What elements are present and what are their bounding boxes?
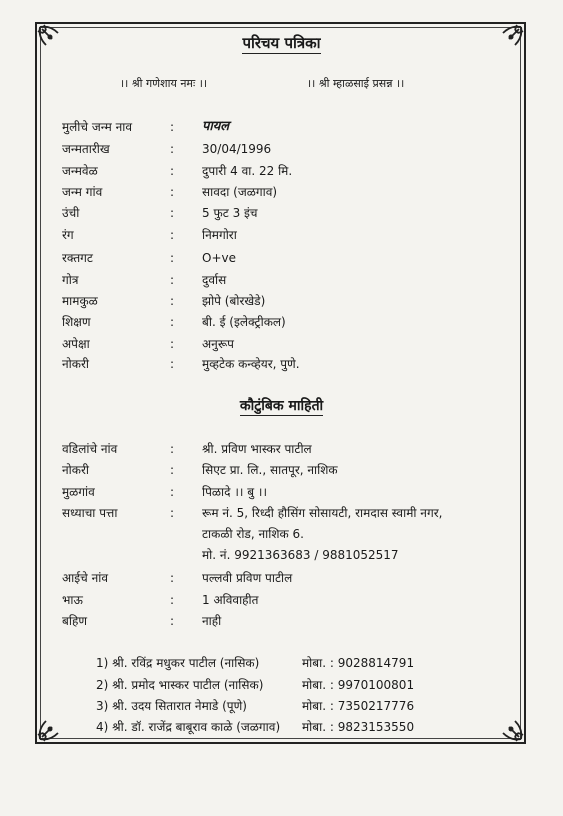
detail-label: मुलीचे जन्म नाव xyxy=(62,120,133,134)
detail-value: अनुरूप xyxy=(202,337,234,351)
detail-row xyxy=(62,183,532,201)
detail-label: मुळगांव xyxy=(62,485,95,499)
detail-row xyxy=(62,162,532,180)
detail-row xyxy=(62,504,532,522)
address-line-3: मो. नं. 9921363683 / 9881052517 xyxy=(202,548,399,562)
detail-separator: : xyxy=(170,206,175,220)
detail-value: पायल xyxy=(202,119,230,134)
detail-separator: : xyxy=(170,273,175,287)
detail-separator: : xyxy=(170,294,175,308)
detail-label: अपेक्षा xyxy=(62,337,90,351)
detail-value: O+ve xyxy=(202,251,236,265)
detail-separator: : xyxy=(170,120,175,134)
detail-row xyxy=(62,335,532,353)
detail-row xyxy=(62,461,532,479)
detail-value: सिएट प्रा. लि., सातपूर, नाशिक xyxy=(202,463,338,477)
invocation-right: ।। श्री म्हाळसाई प्रसन्न ।। xyxy=(307,77,405,90)
detail-row xyxy=(62,140,532,158)
invocation-left: ।। श्री गणेशाय नमः ।। xyxy=(120,77,208,90)
detail-separator: : xyxy=(170,164,175,178)
detail-label: आईचे नांव xyxy=(62,571,109,585)
detail-value: श्री. प्रविण भास्कर पाटील xyxy=(202,442,312,456)
corner-ornament-icon xyxy=(495,713,527,745)
detail-row xyxy=(62,271,532,289)
contact-name: 2) श्री. प्रमोद भास्कर पाटील (नासिक) xyxy=(96,678,264,692)
detail-label: गोत्र xyxy=(62,273,79,287)
section-title-family: कौटुंबिक माहिती xyxy=(239,398,324,414)
detail-row xyxy=(62,226,532,244)
detail-separator: : xyxy=(170,142,175,156)
detail-label: रक्तगट xyxy=(62,251,93,265)
detail-separator: : xyxy=(170,614,175,628)
detail-row xyxy=(62,612,532,630)
detail-row xyxy=(62,591,532,609)
detail-row xyxy=(62,355,532,373)
detail-label: जन्म गांव xyxy=(62,185,103,199)
detail-label: नोकरी xyxy=(62,357,90,371)
detail-row xyxy=(62,569,532,587)
detail-separator: : xyxy=(170,228,175,242)
detail-value: पल्लवी प्रविण पाटील xyxy=(202,571,293,585)
detail-row xyxy=(62,483,532,501)
detail-separator: : xyxy=(170,185,175,199)
detail-value: दुपारी 4 वा. 22 मि. xyxy=(202,164,293,178)
detail-row xyxy=(62,440,532,458)
detail-row xyxy=(62,292,532,310)
detail-separator: : xyxy=(170,442,175,456)
detail-row xyxy=(62,249,532,267)
detail-row xyxy=(62,118,532,136)
detail-separator: : xyxy=(170,485,175,499)
contact-mobile: मोबा. : 9823153550 xyxy=(302,720,415,734)
page-title: परिचय पत्रिका xyxy=(242,34,321,52)
detail-value: झोपे (बोरखेडे) xyxy=(202,294,266,308)
detail-label: वडिलांचे नांव xyxy=(62,442,118,456)
detail-value: रूम नं. 5, रिध्दी हौसिंग सोसायटी, रामदास स्वामी नगर, xyxy=(202,506,443,520)
contact-name: 4) श्री. डॉ. राजेंद्र बाबूराव काळे (जळगाव) xyxy=(96,720,281,734)
detail-value: 1 अविवाहीत xyxy=(202,593,259,607)
detail-value: नाही xyxy=(202,614,222,628)
detail-value: मुव्हटेक कन्व्हेयर, पुणे. xyxy=(202,357,300,371)
contact-name: 1) श्री. रविंद्र मधुकर पाटील (नासिक) xyxy=(96,656,260,670)
detail-label: मामकुळ xyxy=(62,294,98,308)
detail-label: सध्याचा पत्ता xyxy=(62,506,118,520)
detail-value: सावदा (जळगाव) xyxy=(202,185,278,199)
detail-label: उंची xyxy=(62,206,80,220)
contact-mobile: मोबा. : 9028814791 xyxy=(302,656,415,670)
detail-separator: : xyxy=(170,571,175,585)
detail-separator: : xyxy=(170,251,175,265)
contact-name: 3) श्री. उदय सितारात नेमाडे (पूणे) xyxy=(96,699,247,713)
detail-value: पिळादे ।। बु ।। xyxy=(202,485,268,499)
detail-value: निमगोरा xyxy=(202,228,237,242)
detail-label: शिक्षण xyxy=(62,315,91,329)
detail-label: जन्मतारीख xyxy=(62,142,110,156)
detail-separator: : xyxy=(170,315,175,329)
detail-label: भाऊ xyxy=(62,593,83,607)
detail-separator: : xyxy=(170,506,175,520)
detail-separator: : xyxy=(170,463,175,477)
detail-row xyxy=(62,204,532,222)
detail-label: बहिण xyxy=(62,614,88,628)
detail-separator: : xyxy=(170,357,175,371)
detail-label: नोकरी xyxy=(62,463,90,477)
detail-separator: : xyxy=(170,337,175,351)
detail-row xyxy=(62,313,532,331)
detail-value: दुर्वास xyxy=(202,273,227,287)
contact-mobile: मोबा. : 9970100801 xyxy=(302,678,415,692)
detail-value: 5 फुट 3 इंच xyxy=(202,206,258,220)
detail-label: रंग xyxy=(62,228,74,242)
detail-separator: : xyxy=(170,593,175,607)
detail-value: बी. ई (इलेक्ट्रीकल) xyxy=(202,315,286,329)
detail-value: 30/04/1996 xyxy=(202,142,272,156)
contact-mobile: मोबा. : 7350217776 xyxy=(302,699,415,713)
address-line-2: टाकळी रोड, नाशिक 6. xyxy=(202,527,304,541)
detail-label: जन्मवेळ xyxy=(62,164,98,178)
corner-ornament-icon xyxy=(34,713,66,745)
